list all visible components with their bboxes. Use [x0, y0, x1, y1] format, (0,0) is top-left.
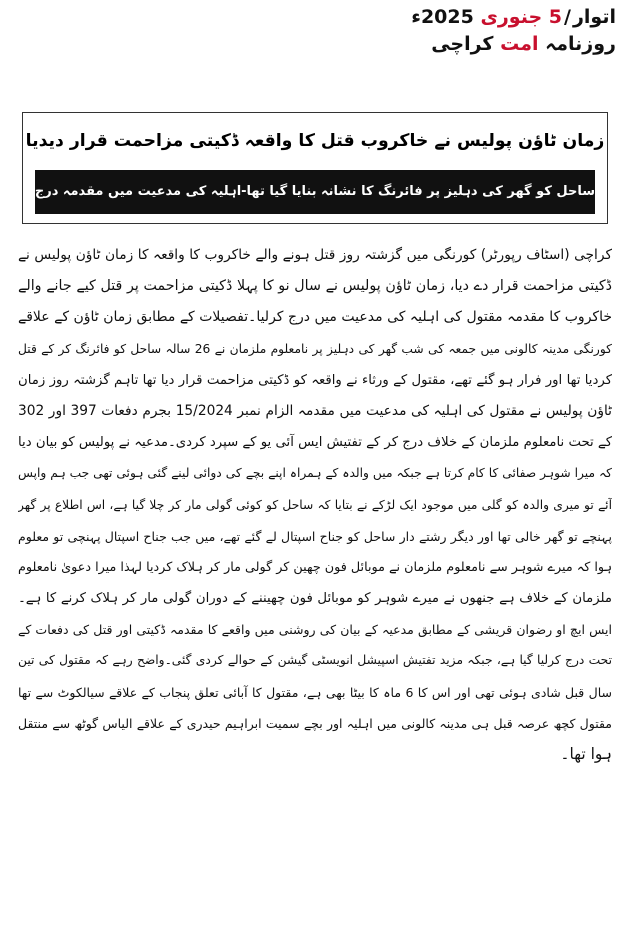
article-line: آئے تو میری والدہ کو گلی میں موجود ایک لڑکے نے بتایا کہ ساحل کو کوئی گولی مار کر چلا گیا ہے، اس اطلاع پر گھر: [18, 497, 612, 512]
article-line: پہنچے تو گھر خالی تھا اور دیگر رشتے دار ساحل کو جناح اسپتال لے گئے تھے، میں جب جناح اسپتال پہنچی تو معلوم: [18, 528, 612, 544]
article-line: مقتول کچھ عرصہ قبل ہی مدینہ کالونی میں اہلیہ اور بچے سمیت ابراہیم حیدری کے علاقے الیاس گوٹھ سے منتقل: [18, 715, 612, 731]
publication-date: [356, 4, 616, 30]
date-separator: /: [564, 6, 571, 28]
article-line: ہوا کہ میرے شوہر سے نامعلوم ملزمان نے موبائل فون چھین کر گولی مار کر ہلاک کردیا لہذا میرا دعویٰ نامعلوم: [18, 559, 612, 575]
newspaper-name: [356, 30, 616, 58]
article-line: سال قبل شادی ہوئی تھی اور اس کا 6 ماہ کا بیٹا بھی ہے، مقتول کا آبائی تعلق پنجاب کے علاقے سیالکوٹ سے تھا: [18, 684, 612, 700]
article-line: ہوا تھا۔: [560, 745, 612, 763]
paper-title: امت: [500, 33, 539, 55]
date-year: 2025ء: [411, 6, 474, 28]
paper-prefix: روزنامہ: [545, 33, 616, 55]
masthead: [356, 4, 616, 58]
headline-box: [22, 112, 608, 224]
article-line: کراچی (اسٹاف رپورٹر) کورنگی میں گزشتہ روز قتل ہونے والے خاکروب کا واقعہ کا زمان ٹاؤن پولیس نے: [18, 247, 612, 263]
article-line: کورنگی مدینہ کالونی میں جمعہ کی شب گھر کی دہلیز پر نامعلوم ملزمان نے 26 سالہ ساحل کو فائرنگ کر کے قتل: [18, 341, 612, 356]
article-line: ٹاؤن پولیس نے مقتول کی اہلیہ کی مدعیت میں مقدمہ الزام نمبر 15/2024 بجرم دفعات 397 اور 302: [18, 402, 612, 419]
sub-headline: ساحل کو گھر کی دہلیز پر فائرنگ کا نشانہ بنایا گیا تھا-اہلیہ کی مدعیت میں مقدمہ درج: [35, 170, 595, 214]
article-line: ایس ایچ او رضوان قریشی کے مطابق مدعیہ کے بیان کی روشنی میں واقعے کا مقدمہ ڈکیتی اور قتل کی دفعات کے: [18, 622, 612, 638]
article-body: [18, 240, 612, 770]
article-line: ملزمان کے خلاف ہے جنھوں نے میرے شوہر کو موبائل فون چھیننے کے دوران گولی مار کر ہلاک کرنے کا ہے۔: [18, 591, 612, 607]
article-line: تحت درج کرلیا گیا ہے، جبکہ مزید تفتیش اسپیشل انویسٹی گیشن کے حوالے کردی گئی۔واضح رہے کہ مقتول کی تین: [18, 653, 612, 668]
main-headline: زمان ٹاؤن پولیس نے خاکروب قتل کا واقعہ ڈکیتی مزاحمت قرار دیدیا: [25, 131, 605, 151]
date-number: 5: [548, 6, 563, 28]
paper-city: کراچی: [431, 33, 494, 55]
date-month: جنوری: [480, 6, 543, 28]
article-line: کردیا تھا اور فرار ہو گئے تھے، مقتول کے ورثاء نے واقعہ کو ڈکیتی مزاحمت قرار دیا تھا تاہم گزشتہ روز زمان: [18, 372, 612, 388]
date-day: اتوار: [572, 6, 616, 28]
article-line: کے تحت نامعلوم ملزمان کے خلاف درج کر کے تفتیش ایس آئی یو کے سپرد کردی۔مدعیہ نے پولیس کو بیان دیا: [18, 435, 612, 451]
article-line: ڈکیتی مزاحمت قرار دے دیا، زمان ٹاؤن پولیس نے سال نو کا پہلا ڈکیتی مزاحمت پر قتل کیے جانے والے: [18, 278, 612, 295]
article-line: خاکروب کا مقدمہ مقتول کی اہلیہ کی مدعیت میں درج کرلیا۔تفصیلات کے مطابق زمان ٹاؤن کے علاقے: [18, 309, 612, 326]
article-line: کہ میرا شوہر صفائی کا کام کرتا ہے جبکہ میں والدہ کے ہمراہ اپنے بچے کی دوائی لینے گئی ہوئی تھی جب ہم واپس: [18, 466, 612, 481]
